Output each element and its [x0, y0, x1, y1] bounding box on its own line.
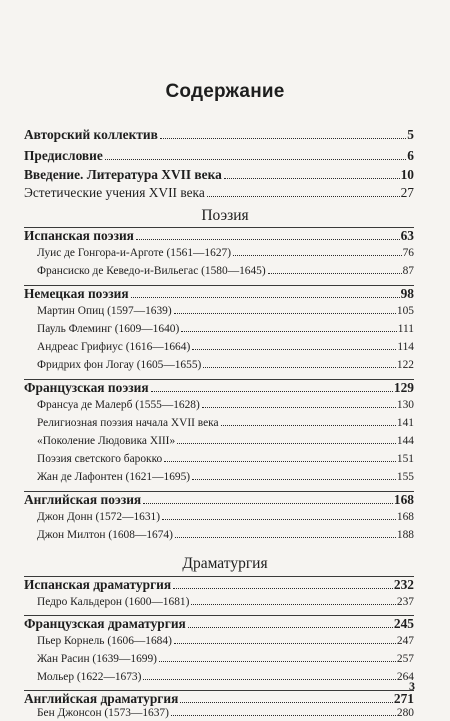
toc-subentry — [37, 399, 414, 411]
toc-entry-page: 6 — [407, 148, 414, 163]
toc-subentry-page: 76 — [402, 247, 414, 259]
dot-leader — [164, 461, 396, 462]
toc-subentry — [37, 529, 414, 541]
dot-leader — [136, 239, 400, 240]
toc-group-page: 232 — [393, 577, 414, 592]
toc-subentry-title: Фридрих фон Логау (1605—1655) — [37, 359, 202, 371]
dot-leader — [131, 297, 400, 298]
toc-group — [24, 577, 414, 593]
dot-leader — [180, 702, 393, 703]
toc-subentry-page: 130 — [396, 399, 414, 411]
toc-subentry-page: 247 — [396, 635, 414, 647]
toc-entry — [24, 167, 414, 183]
dot-leader — [173, 588, 393, 589]
toc-subentry-page: 188 — [396, 529, 414, 541]
dot-leader — [174, 313, 396, 314]
dot-leader — [159, 661, 396, 662]
toc-subentry-title: Пьер Корнель (1606—1684) — [37, 635, 172, 647]
page-number: 3 — [409, 679, 415, 693]
dot-leader — [162, 519, 396, 520]
toc-group-title: Испанская драматургия — [24, 577, 172, 592]
toc-subentry-title: Мольер (1622—1673) — [37, 671, 142, 683]
toc-subentry — [37, 265, 414, 277]
toc-subentry — [37, 653, 414, 665]
dot-leader — [105, 159, 406, 160]
toc-subentry — [37, 511, 414, 523]
toc-subentry — [37, 247, 414, 259]
toc-entry — [24, 127, 414, 143]
toc-group-title: Английская драматургия — [24, 691, 179, 706]
toc-group-title: Испанская поэзия — [24, 228, 134, 243]
dot-leader — [188, 627, 393, 628]
dot-leader — [143, 679, 395, 680]
toc-subentry-title: Жан Расин (1639—1699) — [37, 653, 157, 665]
toc-subentry-page: 141 — [396, 417, 414, 429]
dot-leader — [191, 604, 396, 605]
toc-group — [24, 228, 414, 244]
toc-subentry — [37, 359, 414, 371]
toc-subentry-page: 151 — [396, 453, 414, 465]
toc-subentry — [37, 671, 414, 683]
toc-entry-title: Предисловие — [24, 148, 103, 163]
toc-subentry-title: Пауль Флеминг (1609—1640) — [37, 323, 180, 335]
toc-subentry-page: 87 — [402, 265, 414, 277]
toc-subentry-title: Бен Джонсон (1573—1637) — [37, 707, 169, 719]
dot-leader — [151, 391, 393, 392]
toc-entry — [24, 148, 414, 164]
toc-group — [24, 286, 414, 302]
toc-subentry — [37, 305, 414, 317]
toc-group-title: Немецкая поэзия — [24, 286, 129, 301]
toc-subentry-title: Франсиско де Кеведо-и-Вильегас (1580—1645) — [37, 265, 266, 277]
toc-entry-page: 10 — [400, 167, 414, 182]
toc-group-title: Английская поэзия — [24, 492, 142, 507]
dot-leader — [143, 503, 393, 504]
toc-subentry-title: Луис де Гонгора-и-Арготе (1561—1627) — [37, 247, 232, 259]
toc-subentry-title: Андреас Грифиус (1616—1664) — [37, 341, 191, 353]
dot-leader — [175, 537, 396, 538]
dot-leader — [192, 479, 396, 480]
toc-subentry — [37, 596, 414, 608]
dot-leader — [233, 255, 402, 256]
page-title: Содержание — [165, 81, 285, 102]
toc-group — [24, 616, 414, 632]
toc-group-page: 245 — [393, 616, 414, 631]
toc-entry — [24, 185, 414, 201]
toc-subentry — [37, 453, 414, 465]
toc-subentry-title: Поэзия светского барокко — [37, 453, 163, 465]
toc-subentry-page: 264 — [396, 671, 414, 683]
dot-leader — [174, 643, 396, 644]
toc-subentry — [37, 435, 414, 447]
dot-leader — [160, 138, 406, 139]
toc-subentry — [37, 471, 414, 483]
toc-entry-title: Эстетические учения XVII века — [24, 185, 205, 200]
dot-leader — [203, 367, 396, 368]
toc-subentry-page: 122 — [396, 359, 414, 371]
toc-subentry — [37, 323, 414, 335]
toc-entry-title: Авторский коллектив — [24, 127, 158, 142]
toc-subentry-page: 280 — [396, 707, 414, 719]
toc-subentry-page: 257 — [396, 653, 414, 665]
toc-entry-page: 27 — [400, 185, 414, 200]
toc-subentry-title: Джон Милтон (1608—1674) — [37, 529, 173, 541]
toc-subentry — [37, 635, 414, 647]
dot-leader — [202, 407, 396, 408]
toc-entry-page: 5 — [407, 127, 414, 142]
toc-subentry-title: Религиозная поэзия начала XVII века — [37, 417, 219, 429]
toc-subentry-title: «Поколение Людовика XIII» — [37, 435, 176, 447]
dot-leader — [224, 178, 400, 179]
dot-leader — [181, 331, 396, 332]
section-heading-poetry: Поэзия — [201, 207, 249, 224]
toc-group — [24, 380, 414, 396]
toc-group-title: Французская поэзия — [24, 380, 149, 395]
dot-leader — [221, 425, 396, 426]
toc-subentry-page: 237 — [396, 596, 414, 608]
toc-subentry-page: 105 — [396, 305, 414, 317]
dot-leader — [192, 349, 396, 350]
toc-group-page: 98 — [400, 286, 414, 301]
toc-group-page: 129 — [393, 380, 414, 395]
toc-subentry-title: Педро Кальдерон (1600—1681) — [37, 596, 190, 608]
toc-group — [24, 691, 414, 707]
toc-subentry-page: 155 — [396, 471, 414, 483]
toc-subentry-title: Франсуа де Малерб (1555—1628) — [37, 399, 200, 411]
toc-group — [24, 492, 414, 508]
dot-leader — [177, 443, 396, 444]
toc-subentry-page: 168 — [396, 511, 414, 523]
toc-subentry-page: 144 — [396, 435, 414, 447]
dot-leader — [268, 273, 402, 274]
dot-leader — [171, 715, 396, 716]
toc-subentry-page: 111 — [397, 323, 414, 335]
toc-group-page: 271 — [393, 691, 414, 706]
toc-subentry-title: Жан де Лафонтен (1621—1695) — [37, 471, 191, 483]
toc-group-page: 63 — [400, 228, 414, 243]
toc-subentry-title: Мартин Опиц (1597—1639) — [37, 305, 172, 317]
toc-subentry-title: Джон Донн (1572—1631) — [37, 511, 161, 523]
toc-subentry — [37, 707, 414, 719]
dot-leader — [207, 196, 400, 197]
toc-entry-title: Введение. Литература XVII века — [24, 167, 222, 182]
toc-subentry — [37, 341, 414, 353]
toc-group-page: 168 — [393, 492, 414, 507]
section-heading-drama: Драматургия — [182, 555, 268, 572]
toc-group-title: Французская драматургия — [24, 616, 186, 631]
toc-subentry — [37, 417, 414, 429]
toc-subentry-page: 114 — [397, 341, 414, 353]
